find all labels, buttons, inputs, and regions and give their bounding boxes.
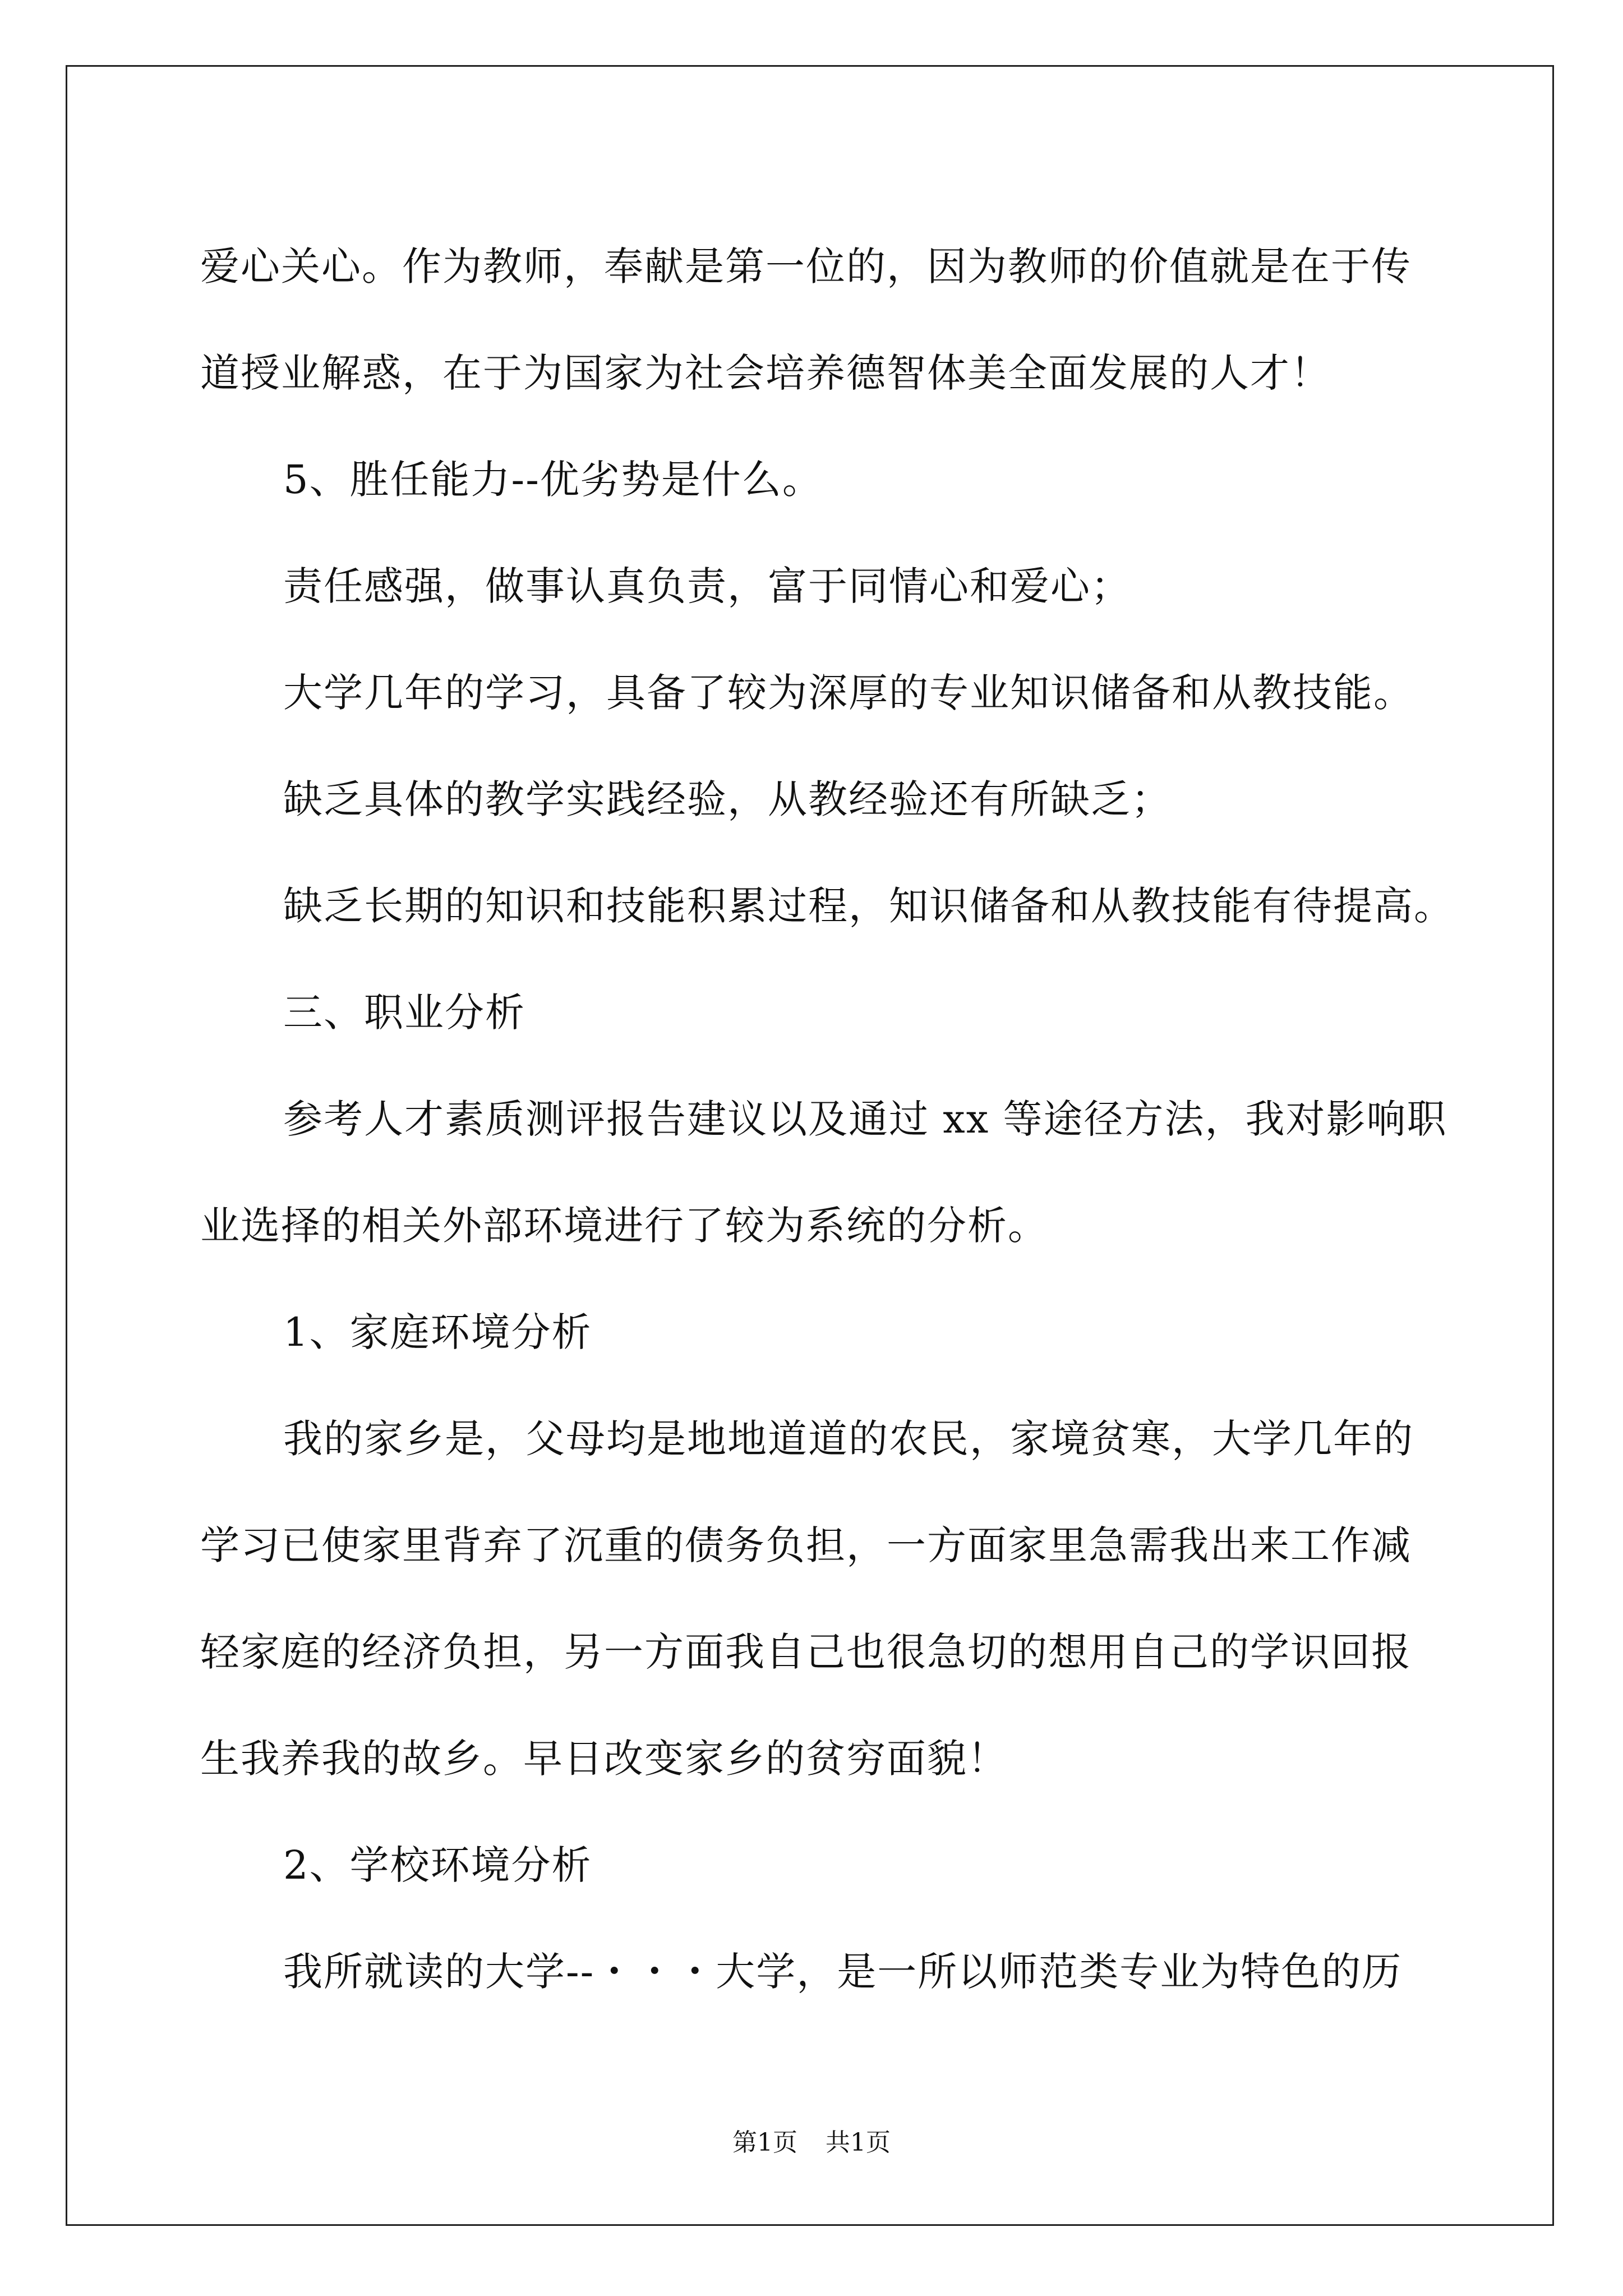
paragraph-line: 爱心关心。作为教师，奉献是第一位的，因为教师的价值就是在于传 — [200, 243, 1412, 289]
current-page-label: 第1页 — [732, 2128, 797, 2157]
paragraph-line: 责任感强，做事认真负责，富于同情心和爱心； — [283, 563, 1131, 609]
paragraph-line: 业选择的相关外部环境进行了较为系统的分析。 — [200, 1203, 1048, 1249]
total-pages-label: 共1页 — [826, 2128, 891, 2157]
paragraph-line: 学习已使家里背弃了沉重的债务负担，一方面家里急需我出来工作减 — [200, 1522, 1412, 1568]
paragraph-line: 我的家乡是，父母均是地地道道的农民，家境贫寒，大学几年的 — [283, 1416, 1414, 1462]
paragraph-line: 缺乏具体的教学实践经验，从教经验还有所缺乏； — [283, 776, 1172, 822]
paragraph-line: 缺乏长期的知识和技能积累过程，知识储备和从教技能有待提高。 — [283, 883, 1454, 929]
section-heading: 5、胜任能力--优劣势是什么。 — [283, 457, 823, 503]
section-heading: 1、家庭环境分析 — [283, 1309, 592, 1355]
paragraph-line: 参考人才素质测评报告建议以及通过 xx 等途径方法，我对影响职 — [283, 1096, 1447, 1142]
page-footer — [0, 2126, 1623, 2160]
document-body — [200, 213, 1454, 2025]
paragraph-line: 我所就读的大学--・・・大学，是一所以师范类专业为特色的历 — [283, 1949, 1403, 1995]
section-heading: 三、职业分析 — [283, 990, 525, 1036]
paragraph-line: 轻家庭的经济负担，另一方面我自己也很急切的想用自己的学识回报 — [200, 1629, 1412, 1675]
section-heading: 2、学校环境分析 — [283, 1842, 592, 1888]
paragraph-line: 生我养我的故乡。早日改变家乡的贫穷面貌！ — [200, 1736, 1008, 1782]
paragraph-line: 道授业解惑，在于为国家为社会培养德智体美全面发展的人才！ — [200, 350, 1331, 396]
paragraph-line: 大学几年的学习，具备了较为深厚的专业知识储备和从教技能。 — [283, 670, 1414, 716]
